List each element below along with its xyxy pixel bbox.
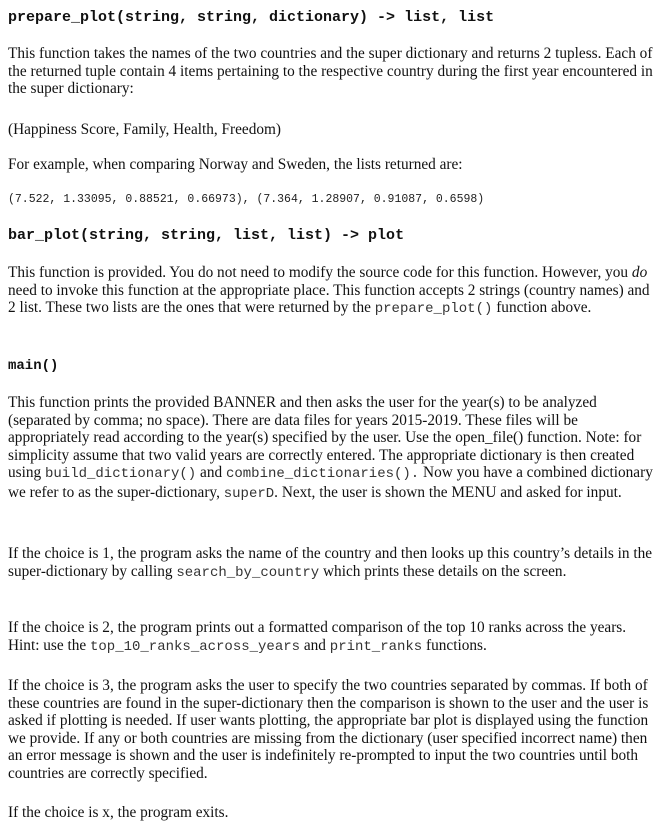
print-ranks-code: print_ranks (329, 638, 423, 655)
main-description (8, 394, 656, 504)
bar-plot-emphasis: do (631, 264, 648, 281)
choice-1-paragraph (8, 545, 656, 582)
main-text-1: This function prints the provided BANNER and then asks the user for the year(s) to be analyzed (separated by comma; no space). There are data files for years 2015-2019. These files will be appropriately read according to the year(s) specified by the user. Use the open_file() function. Note: for simplicity assume that two valid years are correctly entered. The appropriate dictionary is then created using (8, 394, 642, 482)
main-text-3: Now you have a combined dictionary we refer to as the super-dictionary, (8, 464, 653, 501)
build-dictionary-code: build_dictionary() (44, 466, 197, 483)
combine-dictionaries-code: combine_dictionaries(). (225, 466, 420, 483)
prepare-plot-description: This function takes the names of the two countries and the super dictionary and returns 2 tupless. Each of the returned tuple contain 4 items pertaining to the respective country during the first year encountered in the super dictionary: (8, 45, 653, 98)
main-text-4: . Next, the user is shown the MENU and asked for input. (274, 483, 622, 501)
choice-x-paragraph: If the choice is x, the program exits. (8, 804, 229, 821)
bar-plot-text-2: need to invoke this function at the appropriate place. This function accepts 2 strings (country names) and 2 list. These two lists are the ones that were returned by the (8, 281, 650, 317)
bar-plot-text-1: This function is provided. You do not need to modify the source code for this function. However, you (8, 264, 632, 281)
choice-2-text-3: functions. (422, 636, 487, 654)
bar-plot-signature: bar_plot(string, string, list, list) -> plot (8, 227, 405, 244)
top-10-ranks-code: top_10_ranks_across_years (90, 638, 301, 655)
search-by-country-code: search_by_country (176, 564, 320, 581)
choice-2-text-2: and (300, 636, 330, 654)
prepare-plot-fields: (Happiness Score, Family, Health, Freedom) (8, 121, 282, 138)
bar-plot-description (8, 264, 656, 319)
main-signature: main() (8, 358, 59, 374)
prepare-plot-signature: prepare_plot(string, string, dictionary) -> list, list (8, 9, 495, 26)
prepare-plot-example-intro: For example, when comparing Norway and Sweden, the lists returned are: (8, 156, 463, 173)
prepare-plot-code-ref: prepare_plot() (374, 301, 493, 318)
choice-3-paragraph: If the choice is 3, the program asks the user to specify the two countries separated by commas. If both of these countries are found in the super-dictionary then the comparison is shown to the user and the user is asked if plotting is needed. If user wants plotting, the appropriate bar plot is displayed using the function we provide. If any or both countries are missing from the dictionary (user specified incorrect name) then an error message is shown and the user is indefinitely re-prompted to input the two countries until both countries are correctly specified. (8, 677, 649, 782)
bar-plot-text-3: function above. (492, 299, 592, 317)
choice-2-text-1: If the choice is 2, the program prints out a formatted comparison of the top 10 ranks across the years. Hint: use the (8, 619, 627, 654)
choice-1-text-2: which prints these details on the screen. (319, 562, 567, 580)
choice-2-paragraph (8, 619, 656, 656)
superd-code: superD (223, 485, 275, 502)
main-text-2: and (196, 464, 226, 482)
choice-1-text-1: If the choice is 1, the program asks the name of the country and then looks up this country’s details in the super-dictionary by calling (8, 545, 653, 580)
prepare-plot-example-output: (7.522, 1.33095, 0.88521, 0.66973), (7.364, 1.28907, 0.91087, 0.6598) (8, 193, 485, 206)
